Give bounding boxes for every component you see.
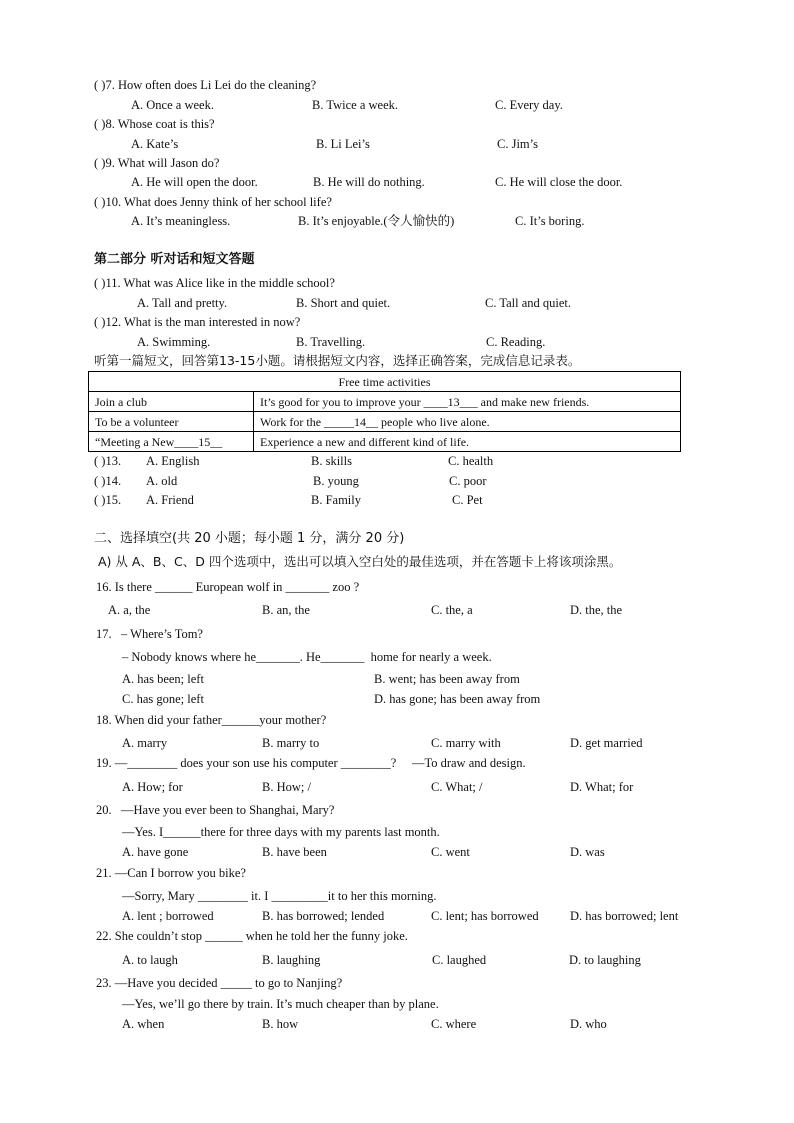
question-22-option-b: B. laughing: [262, 953, 321, 967]
question-20-stem-line2: —Yes. I______there for three days with my parents last month.: [122, 825, 440, 839]
question-23-option-a: A. when: [122, 1017, 165, 1031]
question-7-option-a: A. Once a week.: [131, 98, 214, 112]
question-18-option-d: D. get married: [570, 736, 643, 750]
question-16-option-c: C. the, a: [431, 603, 473, 617]
free-time-activities-table: [88, 371, 681, 452]
question-8-option-b: B. Li Lei’s: [316, 137, 370, 151]
question-17-option-d: D. has gone; has been away from: [374, 692, 541, 706]
question-8-option-a: A. Kate’s: [131, 137, 179, 151]
question-16-option-b: B. an, the: [262, 603, 310, 617]
question-15-option-c: C. Pet: [452, 493, 483, 507]
question-12-option-a: A. Swimming.: [137, 335, 211, 349]
table-row: [89, 412, 681, 432]
question-23-option-b: B. how: [262, 1017, 299, 1031]
question-10-option-c: C. It’s boring.: [515, 214, 585, 228]
table-cell: Experience a new and different kind of life.: [254, 432, 681, 452]
question-17-option-c: C. has gone; left: [122, 692, 204, 706]
question-8-stem: ( )8. Whose coat is this?: [94, 117, 215, 131]
table-cell: Work for the _____14__ people who live alone.: [254, 412, 681, 432]
question-20-option-b: B. have been: [262, 845, 327, 859]
question-10-option-a: A. It’s meaningless.: [131, 214, 231, 228]
question-16-option-d: D. the, the: [570, 603, 623, 617]
question-7-option-c: C. Every day.: [495, 98, 563, 112]
table-cell: To be a volunteer: [89, 412, 254, 432]
question-18-option-b: B. marry to: [262, 736, 320, 750]
question-18-option-c: C. marry with: [431, 736, 501, 750]
question-19-stem: 19. —________ does your son use his computer ________? —To draw and design.: [96, 756, 526, 770]
question-12-stem: ( )12. What is the man interested in now?: [94, 315, 301, 329]
question-16-option-a: A. a, the: [108, 603, 151, 617]
table-row: [89, 432, 681, 452]
question-14-option-c: C. poor: [449, 474, 487, 488]
question-21-option-c: C. lent; has borrowed: [431, 909, 539, 923]
question-13-option-a: A. English: [146, 454, 200, 468]
question-9-option-b: B. He will do nothing.: [313, 175, 425, 189]
question-9-stem: ( )9. What will Jason do?: [94, 156, 220, 170]
question-23-option-d: D. who: [570, 1017, 607, 1031]
question-11-option-c: C. Tall and quiet.: [485, 296, 572, 310]
question-23-stem-line2: —Yes, we’ll go there by train. It’s much cheaper than by plane.: [122, 997, 439, 1011]
table-header-row: [89, 372, 681, 392]
question-7-option-b: B. Twice a week.: [312, 98, 399, 112]
table-cell: “Meeting a New____15__: [89, 432, 254, 452]
question-18-stem: 18. When did your father______your mother?: [96, 713, 327, 727]
part2-heading: 第二部分 听对话和短文答题: [94, 252, 255, 267]
question-17-stem-line2: – Nobody knows where he_______. He_______ home for nearly a week.: [122, 650, 492, 664]
question-23-option-c: C. where: [431, 1017, 477, 1031]
question-21-option-d: D. has borrowed; lent: [570, 909, 679, 923]
question-9-option-a: A. He will open the door.: [131, 175, 258, 189]
question-21-option-a: A. lent ; borrowed: [122, 909, 214, 923]
question-15-option-b: B. Family: [311, 493, 362, 507]
question-19-option-c: C. What; /: [431, 780, 483, 794]
question-14-number: ( )14.: [94, 474, 122, 488]
question-22-stem: 22. She couldn’t stop ______ when he told her the funny joke.: [96, 929, 408, 943]
question-18-option-a: A. marry: [122, 736, 168, 750]
passage-instruction: 听第一篇短文，回答第13-15小题。请根据短文内容，选择正确答案，完成信息记录表。: [94, 353, 581, 368]
question-15-number: ( )15.: [94, 493, 122, 507]
question-11-option-b: B. Short and quiet.: [296, 296, 391, 310]
question-21-stem: 21. —Can I borrow you bike?: [96, 866, 246, 880]
question-13-option-b: B. skills: [311, 454, 352, 468]
question-22-option-c: C. laughed: [432, 953, 487, 967]
question-19-option-a: A. How; for: [122, 780, 183, 794]
question-17-option-a: A. has been; left: [122, 672, 204, 686]
question-22-option-d: D. to laughing: [569, 953, 641, 967]
question-21-stem-line2: —Sorry, Mary ________ it. I _________it to her this morning.: [122, 889, 437, 903]
question-21-option-b: B. has borrowed; lended: [262, 909, 385, 923]
question-7-stem: ( )7. How often does Li Lei do the cleaning?: [94, 78, 317, 92]
question-11-option-a: A. Tall and pretty.: [137, 296, 228, 310]
table-cell: It’s good for you to improve your ____13___ and make new friends.: [254, 392, 681, 412]
question-14-option-a: A. old: [146, 474, 178, 488]
table-header: Free time activities: [89, 372, 681, 392]
question-20-option-d: D. was: [570, 845, 605, 859]
question-12-option-c: C. Reading.: [486, 335, 546, 349]
question-10-stem: ( )10. What does Jenny think of her school life?: [94, 195, 332, 209]
question-14-option-b: B. young: [313, 474, 359, 488]
question-8-option-c: C. Jim’s: [497, 137, 538, 151]
question-19-option-d: D. What; for: [570, 780, 634, 794]
question-20-stem: 20. —Have you ever been to Shanghai, Mary?: [96, 803, 335, 817]
table-cell: Join a club: [89, 392, 254, 412]
section2-instruction: A) 从 A、B、C、D 四个选项中，选出可以填入空白处的最佳选项，并在答题卡上将该项涂黑。: [98, 554, 622, 569]
question-15-option-a: A. Friend: [146, 493, 194, 507]
question-20-option-a: A. have gone: [122, 845, 189, 859]
question-17-stem: 17. – Where’s Tom?: [96, 627, 203, 641]
question-10-option-b: B. It’s enjoyable.(令人愉快的): [298, 214, 455, 228]
question-17-option-b: B. went; has been away from: [374, 672, 520, 686]
question-13-number: ( )13.: [94, 454, 122, 468]
question-20-option-c: C. went: [431, 845, 470, 859]
question-13-option-c: C. health: [448, 454, 494, 468]
question-16-stem: 16. Is there ______ European wolf in _______ zoo ?: [96, 580, 360, 594]
table-row: [89, 392, 681, 412]
question-23-stem: 23. —Have you decided _____ to go to Nanjing?: [96, 976, 343, 990]
question-9-option-c: C. He will close the door.: [495, 175, 623, 189]
question-22-option-a: A. to laugh: [122, 953, 178, 967]
question-11-stem: ( )11. What was Alice like in the middle school?: [94, 276, 335, 290]
section2-heading: 二、选择填空(共 20 小题；每小题 1 分，满分 20 分): [94, 531, 405, 546]
question-19-option-b: B. How; /: [262, 780, 311, 794]
question-12-option-b: B. Travelling.: [296, 335, 366, 349]
